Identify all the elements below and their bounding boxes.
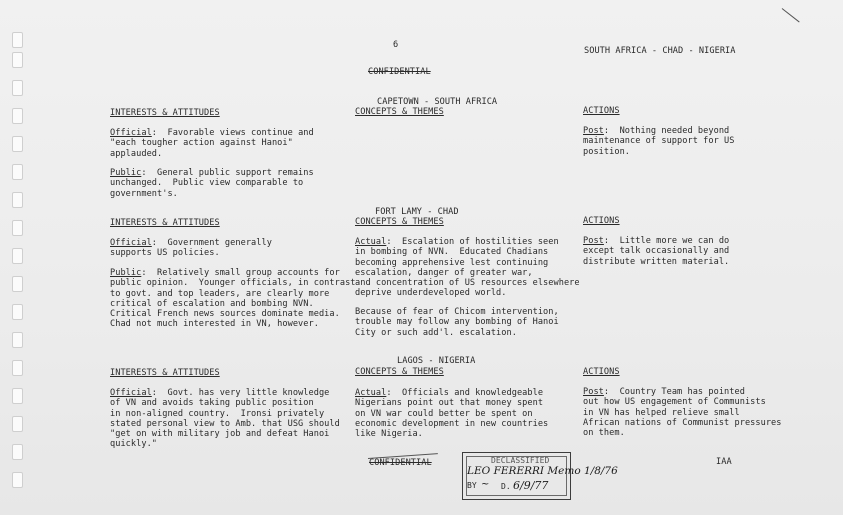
text-line: quickly.": [110, 439, 158, 450]
punch-hole: [12, 164, 23, 180]
punch-hole: [12, 220, 23, 236]
punch-hole: [12, 388, 23, 404]
punch-hole: [12, 304, 23, 320]
text-line: except talk occasionally and: [583, 246, 730, 257]
text-line: in VN has helped relieve small: [583, 407, 740, 418]
text-line: Official: Government generally: [110, 238, 272, 248]
paragraph-label: Post: [583, 236, 604, 246]
stamp-authority: LEO FERERRI Memo 1/8/76: [467, 465, 618, 477]
text-line: distribute written material.: [583, 256, 730, 267]
concepts-heading-lagos: CONCEPTS & THEMES: [355, 367, 444, 377]
text-line: becoming apprehensive lest continuing: [355, 257, 549, 268]
actions-heading-capetown: ACTIONS: [583, 106, 620, 116]
punch-hole: [12, 136, 23, 152]
paragraph-label: Post: [583, 387, 604, 397]
interests-heading-fortlamy: INTERESTS & ATTITUDES: [110, 218, 220, 228]
classification-bottom: CONFIDENTIAL: [369, 458, 432, 468]
text-line: in non-aligned country. Ironsi privately: [110, 408, 325, 419]
text-line: Because of fear of Chicom intervention,: [355, 307, 559, 317]
concept-actual-lagos: [355, 388, 548, 439]
paragraph-label: Actual: [355, 237, 387, 247]
text-line: government's.: [110, 188, 178, 199]
text-line: Post: Little more we can do: [583, 236, 730, 246]
interest-public-fortlamy: [110, 268, 356, 330]
stamp-declassified: DECLASSIFIED: [491, 456, 550, 465]
interest-official-fortlamy: [110, 238, 272, 259]
stamp-date-label: D.: [501, 482, 511, 491]
classification-top: CONFIDENTIAL: [368, 67, 431, 77]
text-line: Nigerians point out that money spent: [355, 398, 544, 409]
text-line: applauded.: [110, 148, 163, 159]
interests-heading-lagos: INTERESTS & ATTITUDES: [110, 368, 220, 378]
paragraph-label: Official: [110, 238, 152, 248]
text-line: to govt. and top leaders, are clearly more: [110, 288, 330, 299]
action-post-lagos: [583, 387, 782, 438]
text-line: Public: Relatively small group accounts for: [110, 268, 340, 278]
punch-hole: [12, 332, 23, 348]
text-line: economic development in new countries: [355, 418, 549, 429]
paragraph-label: Public: [110, 268, 142, 278]
text-line: trouble may follow any bombing of Hanoi: [355, 317, 559, 328]
text-line: Official: Govt. has very little knowledge: [110, 388, 330, 398]
actions-heading-lagos: ACTIONS: [583, 367, 620, 377]
text-line: Public: General public support remains: [110, 168, 314, 178]
text-line: in bombing of NVN. Educated Chadians: [355, 247, 549, 258]
interest-official-lagos: [110, 388, 340, 450]
paragraph-label: Official: [110, 388, 152, 398]
punch-hole: [12, 416, 23, 432]
text-line: Actual: Officials and knowledgeable: [355, 388, 544, 398]
interest-public-capetown: [110, 168, 314, 199]
text-line: "get on with military job and defeat Hanoi: [110, 429, 330, 440]
text-line: out how US engagement of Communists: [583, 397, 766, 408]
stamp-by-label: BY: [467, 481, 477, 490]
text-line: "each tougher action against Hanoi": [110, 138, 293, 149]
section-title-capetown: CAPETOWN - SOUTH AFRICA: [377, 97, 498, 107]
text-line: and concentration of US resources elsewhere: [355, 278, 580, 289]
corner-mark: [782, 8, 800, 22]
text-line: escalation, danger of greater war,: [355, 267, 533, 278]
paragraph-label: Public: [110, 168, 142, 178]
text-line: Chad not much interested in VN, however.: [110, 319, 319, 330]
section-title-lagos: LAGOS - NIGERIA: [397, 356, 476, 366]
region-header: SOUTH AFRICA - CHAD - NIGERIA: [584, 46, 736, 56]
punch-hole: [12, 444, 23, 460]
footer-initials: IAA: [716, 457, 732, 467]
text-line: on them.: [583, 428, 625, 439]
text-line: like Nigeria.: [355, 429, 423, 440]
paragraph-label: Official: [110, 128, 152, 138]
section-title-fortlamy: FORT LAMY - CHAD: [375, 207, 459, 217]
punch-hole: [12, 248, 23, 264]
action-post-capetown: [583, 126, 735, 157]
declassification-stamp: [462, 452, 618, 500]
text-line: public opinion. Younger officials, in contrast: [110, 278, 356, 289]
text-line: maintenance of support for US: [583, 136, 735, 147]
text-line: Post: Nothing needed beyond: [583, 126, 730, 136]
text-line: position.: [583, 146, 631, 157]
text-line: unchanged. Public view comparable to: [110, 178, 304, 189]
concepts-heading-capetown: CONCEPTS & THEMES: [355, 107, 444, 117]
concepts-heading-fortlamy: CONCEPTS & THEMES: [355, 217, 444, 227]
paragraph-label: Post: [583, 126, 604, 136]
text-line: supports US policies.: [110, 248, 220, 259]
text-line: Critical French news sources dominate media.: [110, 309, 340, 320]
concept-actual-fortlamy: [355, 237, 580, 299]
text-line: African nations of Communist pressures: [583, 417, 782, 428]
action-post-fortlamy: [583, 236, 729, 267]
stamp-by-signature: ~: [481, 479, 490, 490]
text-line: critical of escalation and bombing NVN.: [110, 298, 314, 309]
punch-hole: [12, 192, 23, 208]
punch-hole: [12, 276, 23, 292]
paragraph-label: Actual: [355, 388, 387, 398]
interest-official-capetown: [110, 128, 314, 159]
punch-hole: [12, 360, 23, 376]
text-line: Official: Favorable views continue and: [110, 128, 314, 138]
punch-hole: [12, 32, 23, 48]
punch-hole: [12, 80, 23, 96]
punch-hole: [12, 52, 23, 68]
text-line: Post: Country Team has pointed: [583, 387, 745, 397]
actions-heading-fortlamy: ACTIONS: [583, 216, 620, 226]
punch-hole: [12, 472, 23, 488]
text-line: deprive underdeveloped world.: [355, 288, 507, 299]
text-line: of VN and avoids taking public position: [110, 398, 314, 409]
text-line: on VN war could better be spent on: [355, 408, 533, 419]
text-line: City or such add'l. escalation.: [355, 327, 517, 338]
stamp-date: 6/9/77: [513, 479, 549, 492]
page-number: 6: [393, 40, 399, 50]
concept-chicom-fortlamy: [355, 307, 559, 338]
interests-heading-capetown: INTERESTS & ATTITUDES: [110, 108, 220, 118]
punch-hole: [12, 108, 23, 124]
text-line: Actual: Escalation of hostilities seen: [355, 237, 559, 247]
text-line: stated personal view to Amb. that USG should: [110, 418, 340, 429]
